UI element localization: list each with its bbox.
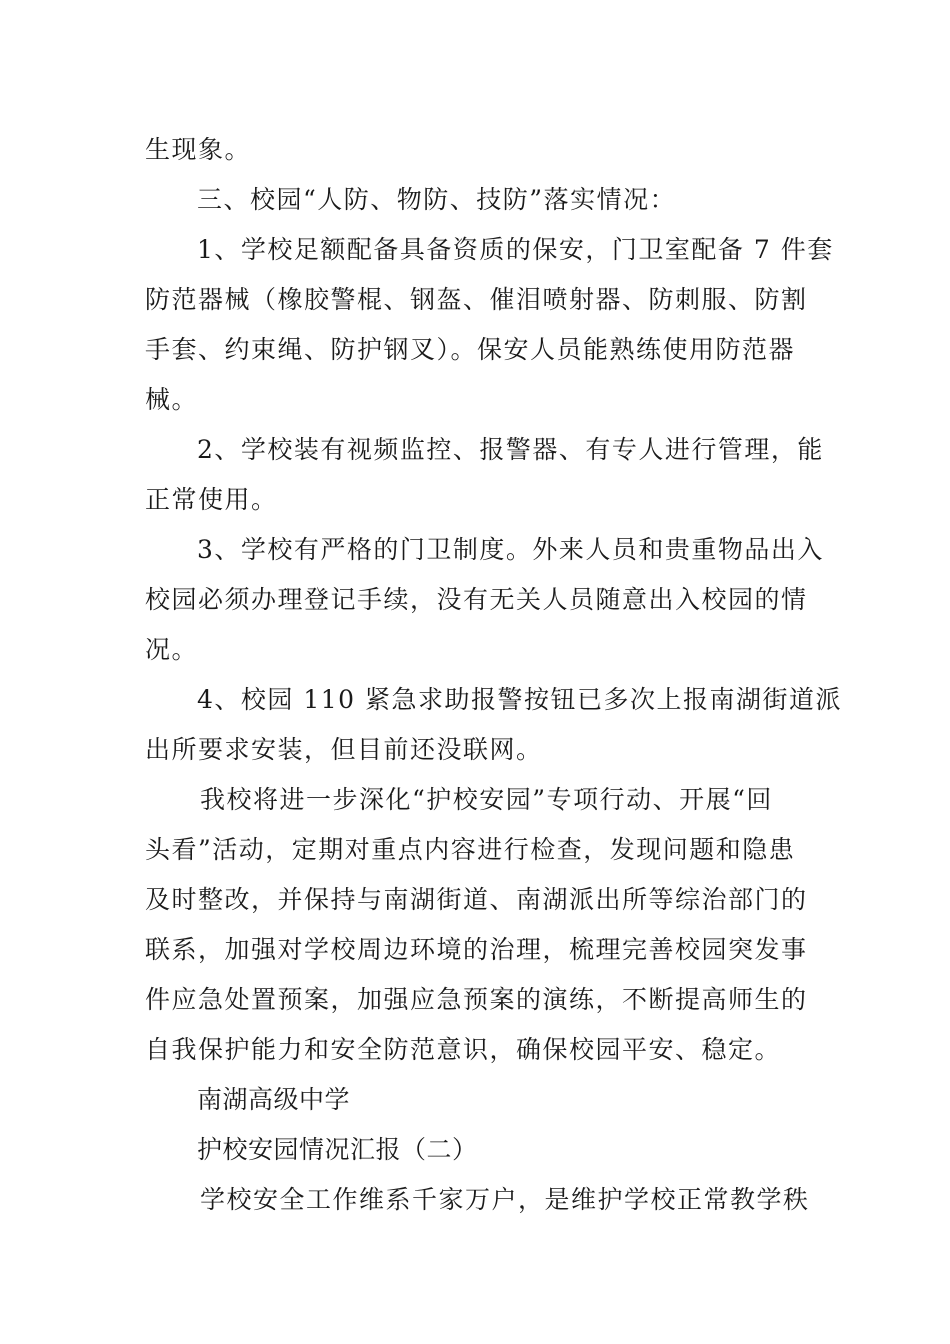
text-line: 正常使用。 [145, 485, 278, 514]
text-line: 联系，加强对学校周边环境的治理，梳理完善校园突发事 [145, 935, 808, 964]
report-title: 护校安园情况汇报（二） [197, 1135, 478, 1164]
text-line: 况。 [145, 635, 199, 664]
text-line: 1、学校足额配备具备资质的保安，门卫室配备 7 件套 [197, 235, 834, 264]
text-line: 学校安全工作维系千家万户，是维护学校正常教学秩 [200, 1185, 810, 1214]
text-line: 2、学校装有视频监控、报警器、有专人进行管理，能 [197, 435, 824, 464]
text-line: 及时整改，并保持与南湖街道、南湖派出所等综治部门的 [145, 885, 808, 914]
school-name: 南湖高级中学 [197, 1085, 351, 1114]
text-line: 械。 [145, 385, 199, 414]
text-line: 生现象。 [145, 135, 252, 164]
text-line: 出所要求安装，但目前还没联网。 [145, 735, 543, 764]
text-line: 件应急处置预案，加强应急预案的演练，不断提高师生的 [145, 985, 808, 1014]
text-line: 手套、约束绳、防护钢叉）。保安人员能熟练使用防范器 [145, 335, 796, 364]
text-line: 防范器械（橡胶警棍、钢盔、催泪喷射器、防刺服、防割 [145, 285, 808, 314]
text-line: 3、学校有严格的门卫制度。外来人员和贵重物品出入 [197, 535, 824, 564]
text-line: 头看”活动，定期对重点内容进行检查，发现问题和隐患 [145, 835, 796, 864]
text-line: 4、校园 110 紧急求助报警按钮已多次上报南湖街道派 [197, 685, 843, 714]
section-heading: 三、校园“人防、物防、技防”落实情况： [197, 185, 677, 214]
text-line: 自我保护能力和安全防范意识，确保校园平安、稳定。 [145, 1035, 782, 1064]
text-line: 校园必须办理登记手续，没有无关人员随意出入校园的情 [145, 585, 808, 614]
text-line: 我校将进一步深化“护校安园”专项行动、开展“回 [200, 785, 773, 814]
